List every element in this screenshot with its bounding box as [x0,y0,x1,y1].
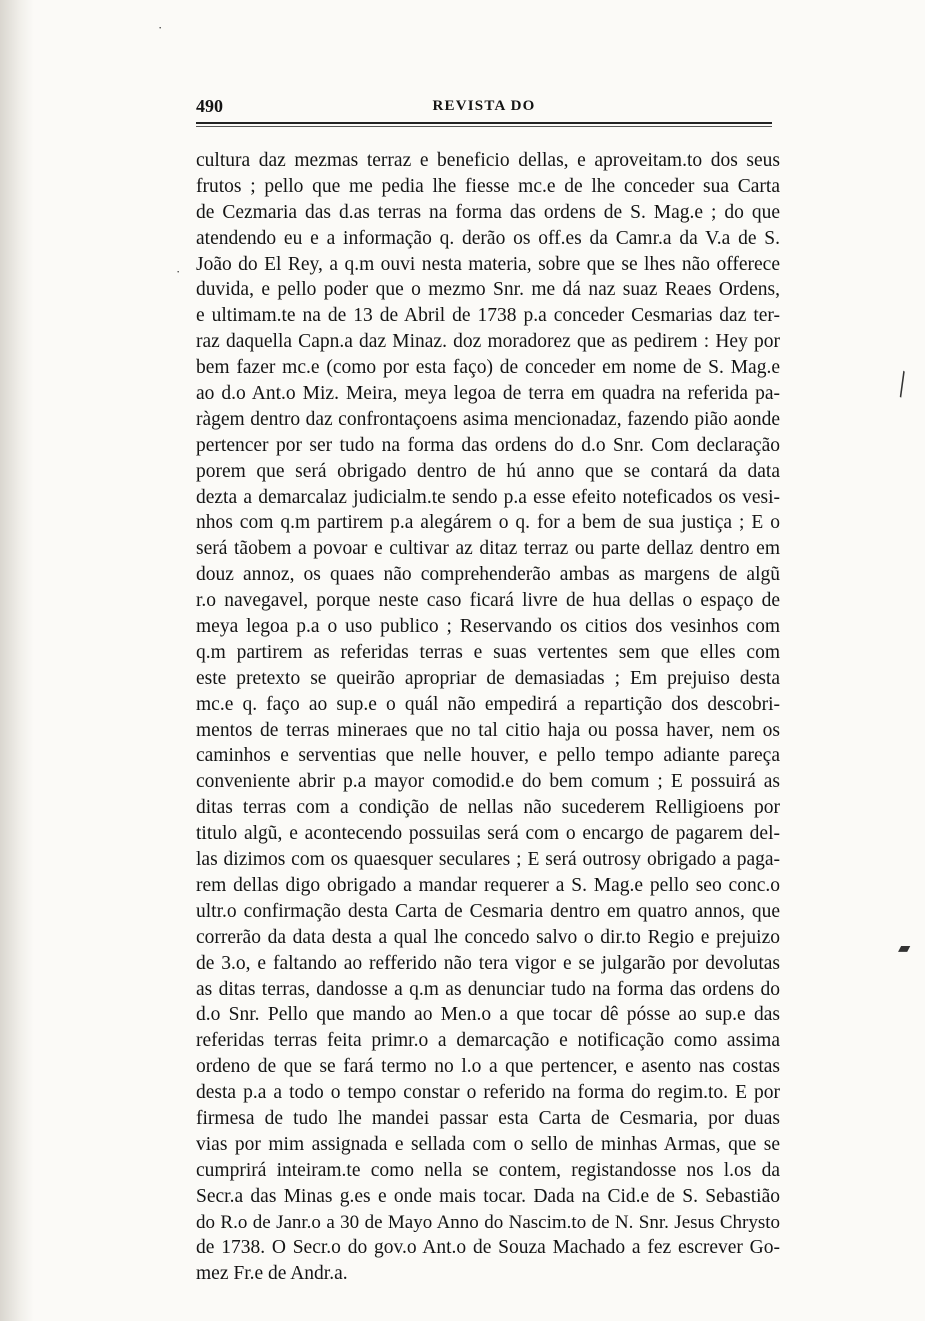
text-line: conveniente abrir p.a mayor comodid.e do bem comum ; E possuirá as [196,771,780,793]
text-line: vias por mim assignada e sellada com o sello de minhas Armas, que se [196,1133,780,1155]
text-line: correrão da data desta a qual lhe concedo salvo o dir.to Regio e prejuizo [196,926,780,948]
body-text [196,148,780,1287]
text-line: as ditas terras, dandosse a q.m as denunciar tudo na forma das ordens do [196,978,780,1000]
text-line: mc.e q. faço ao sup.e o quál não empedirá a repartição dos descobri- [196,693,780,715]
text-line: pertencer por ser tudo na forma das ordens do d.o Snr. Com declaração [196,434,780,456]
text-line: este pretexto se queirão apropriar de demasiadas ; Em prejuiso desta [196,667,780,689]
page-number: 490 [196,96,223,116]
text-line: titulo algũ, e acontecendo possuilas será com o encargo de pagarem del- [196,823,780,845]
text-line: douz annoz, os quaes não comprehenderão ambas as margens de algũ [196,564,780,586]
text-line: de 3.o, e faltando ao refferido não tera vigor e se julgarão por devolutas [196,952,780,974]
text-line: frutos ; pello que me pedia lhe fiesse mc.e de lhe conceder sua Carta [196,175,780,197]
scan-speck: ▰ [898,940,911,957]
text-line: atendendo eu e a informação q. derão os off.es da Camr.a da V.a de S. [196,227,780,249]
text-line: mentos de terras mineraes que no tal citio haja ou possa haver, nem os [196,719,780,741]
text-line: do R.o de Janr.o a 30 de Mayo Anno do Nascim.to de N. Snr. Jesus Chrysto [196,1211,780,1233]
text-line: João do El Rey, a q.m ouvi nesta materia, sobre que se lhes não offerece [196,253,780,275]
text-line: rem dellas digo obrigado a mandar requerer a S. Mag.e pello seo conc.o [196,874,780,896]
text-line: mez Fr.e de Andr.a. [196,1263,348,1285]
text-line: r.o navegavel, porque neste caso ficará livre de hua dellas o espaço de [196,590,780,612]
text-line: de 1738. O Secr.o do gov.o Ant.o de Souza Machado a fez escrever Go- [196,1237,780,1259]
scan-speck: · [158,20,163,35]
text-line: firmesa de tudo lhe mandei passar esta Carta de Cesmaria, por duas [196,1107,780,1129]
running-head: REVISTA DO [432,98,536,114]
scan-speck: ╲ [890,372,913,398]
text-line: raz daquella Capn.a daz Minaz. doz moradorez que as pedirem : Hey por [196,331,780,353]
text-line: duvida, e pello poder que o mezmo Snr. me dá naz suaz Reaes Ordens, [196,279,780,301]
page-header [196,92,772,120]
text-line: será tãobem a povoar e cultivar az ditaz terraz ou parte dellaz dentro em [196,538,780,560]
text-line: de Cezmaria das d.as terras na forma das ordens de S. Mag.e ; do que [196,201,780,223]
text-line: dezta a demarcalaz judicialm.te sendo p.a esse efeito noteficados os vesi- [196,486,780,508]
text-line: d.o Snr. Pello que mando ao Men.o a que tocar dê pósse ao sup.e das [196,1004,780,1026]
text-line: nhos com q.m partirem p.a alegárem o q. for a bem de sua justiça ; E o [196,512,780,534]
text-line: desta p.a a todo o tempo constar o referido na forma do regim.to. E por [196,1082,780,1104]
text-line: porem que será obrigado dentro de hú anno que se contará da data [196,460,780,482]
scan-speck: · [176,264,181,279]
text-line: ordeno de que se fará termo no l.o a que pertencer, e asento nas costas [196,1056,780,1078]
text-line: referidas terras feita primr.o a demarcação e notificação como assima [196,1030,780,1052]
text-line: ràgem dentro daz confrontaçoens asima mencionadaz, fazendo pião aonde [196,408,780,430]
text-line: meya legoa p.a o uso publico ; Reservando os citios dos vesinhos com [196,616,780,638]
text-line: ditas terras com a condição de nellas não sucederem Relligioens por [196,797,780,819]
text-line: cultura daz mezmas terraz e beneficio dellas, e aproveitam.to dos seus [196,150,780,171]
text-line: Secr.a das Minas g.es e onde mais tocar. Dada na Cid.e de S. Sebastião [196,1185,780,1207]
text-line: bem fazer mc.e (como por esta faço) de conceder em nome de S. Mag.e [196,357,780,379]
text-line: e ultimam.te na de 13 de Abril de 1738 p.a conceder Cesmarias daz ter- [196,305,780,327]
text-line: ultr.o confirmação desta Carta de Cesmaria dentro em quatro annos, que [196,900,780,922]
text-line: cumprirá inteiram.te como nella se contem, registandosse nos l.os da [196,1159,780,1181]
text-line: q.m partirem as referidas terras e suas vertentes sem que elles com [196,641,780,663]
text-line: las dizimos com os quaesquer seculares ; E será outrosy obrigado a paga- [196,849,780,871]
header-rule-thin [196,126,772,127]
page-binding-edge [0,0,34,1321]
header-rule [196,122,772,124]
text-line: caminhos e serventias que nelle houver, e pello tempo adiante pareça [196,745,780,767]
text-line: ao d.o Ant.o Miz. Meira, meya legoa de terra em quadra na referida pa- [196,383,780,405]
